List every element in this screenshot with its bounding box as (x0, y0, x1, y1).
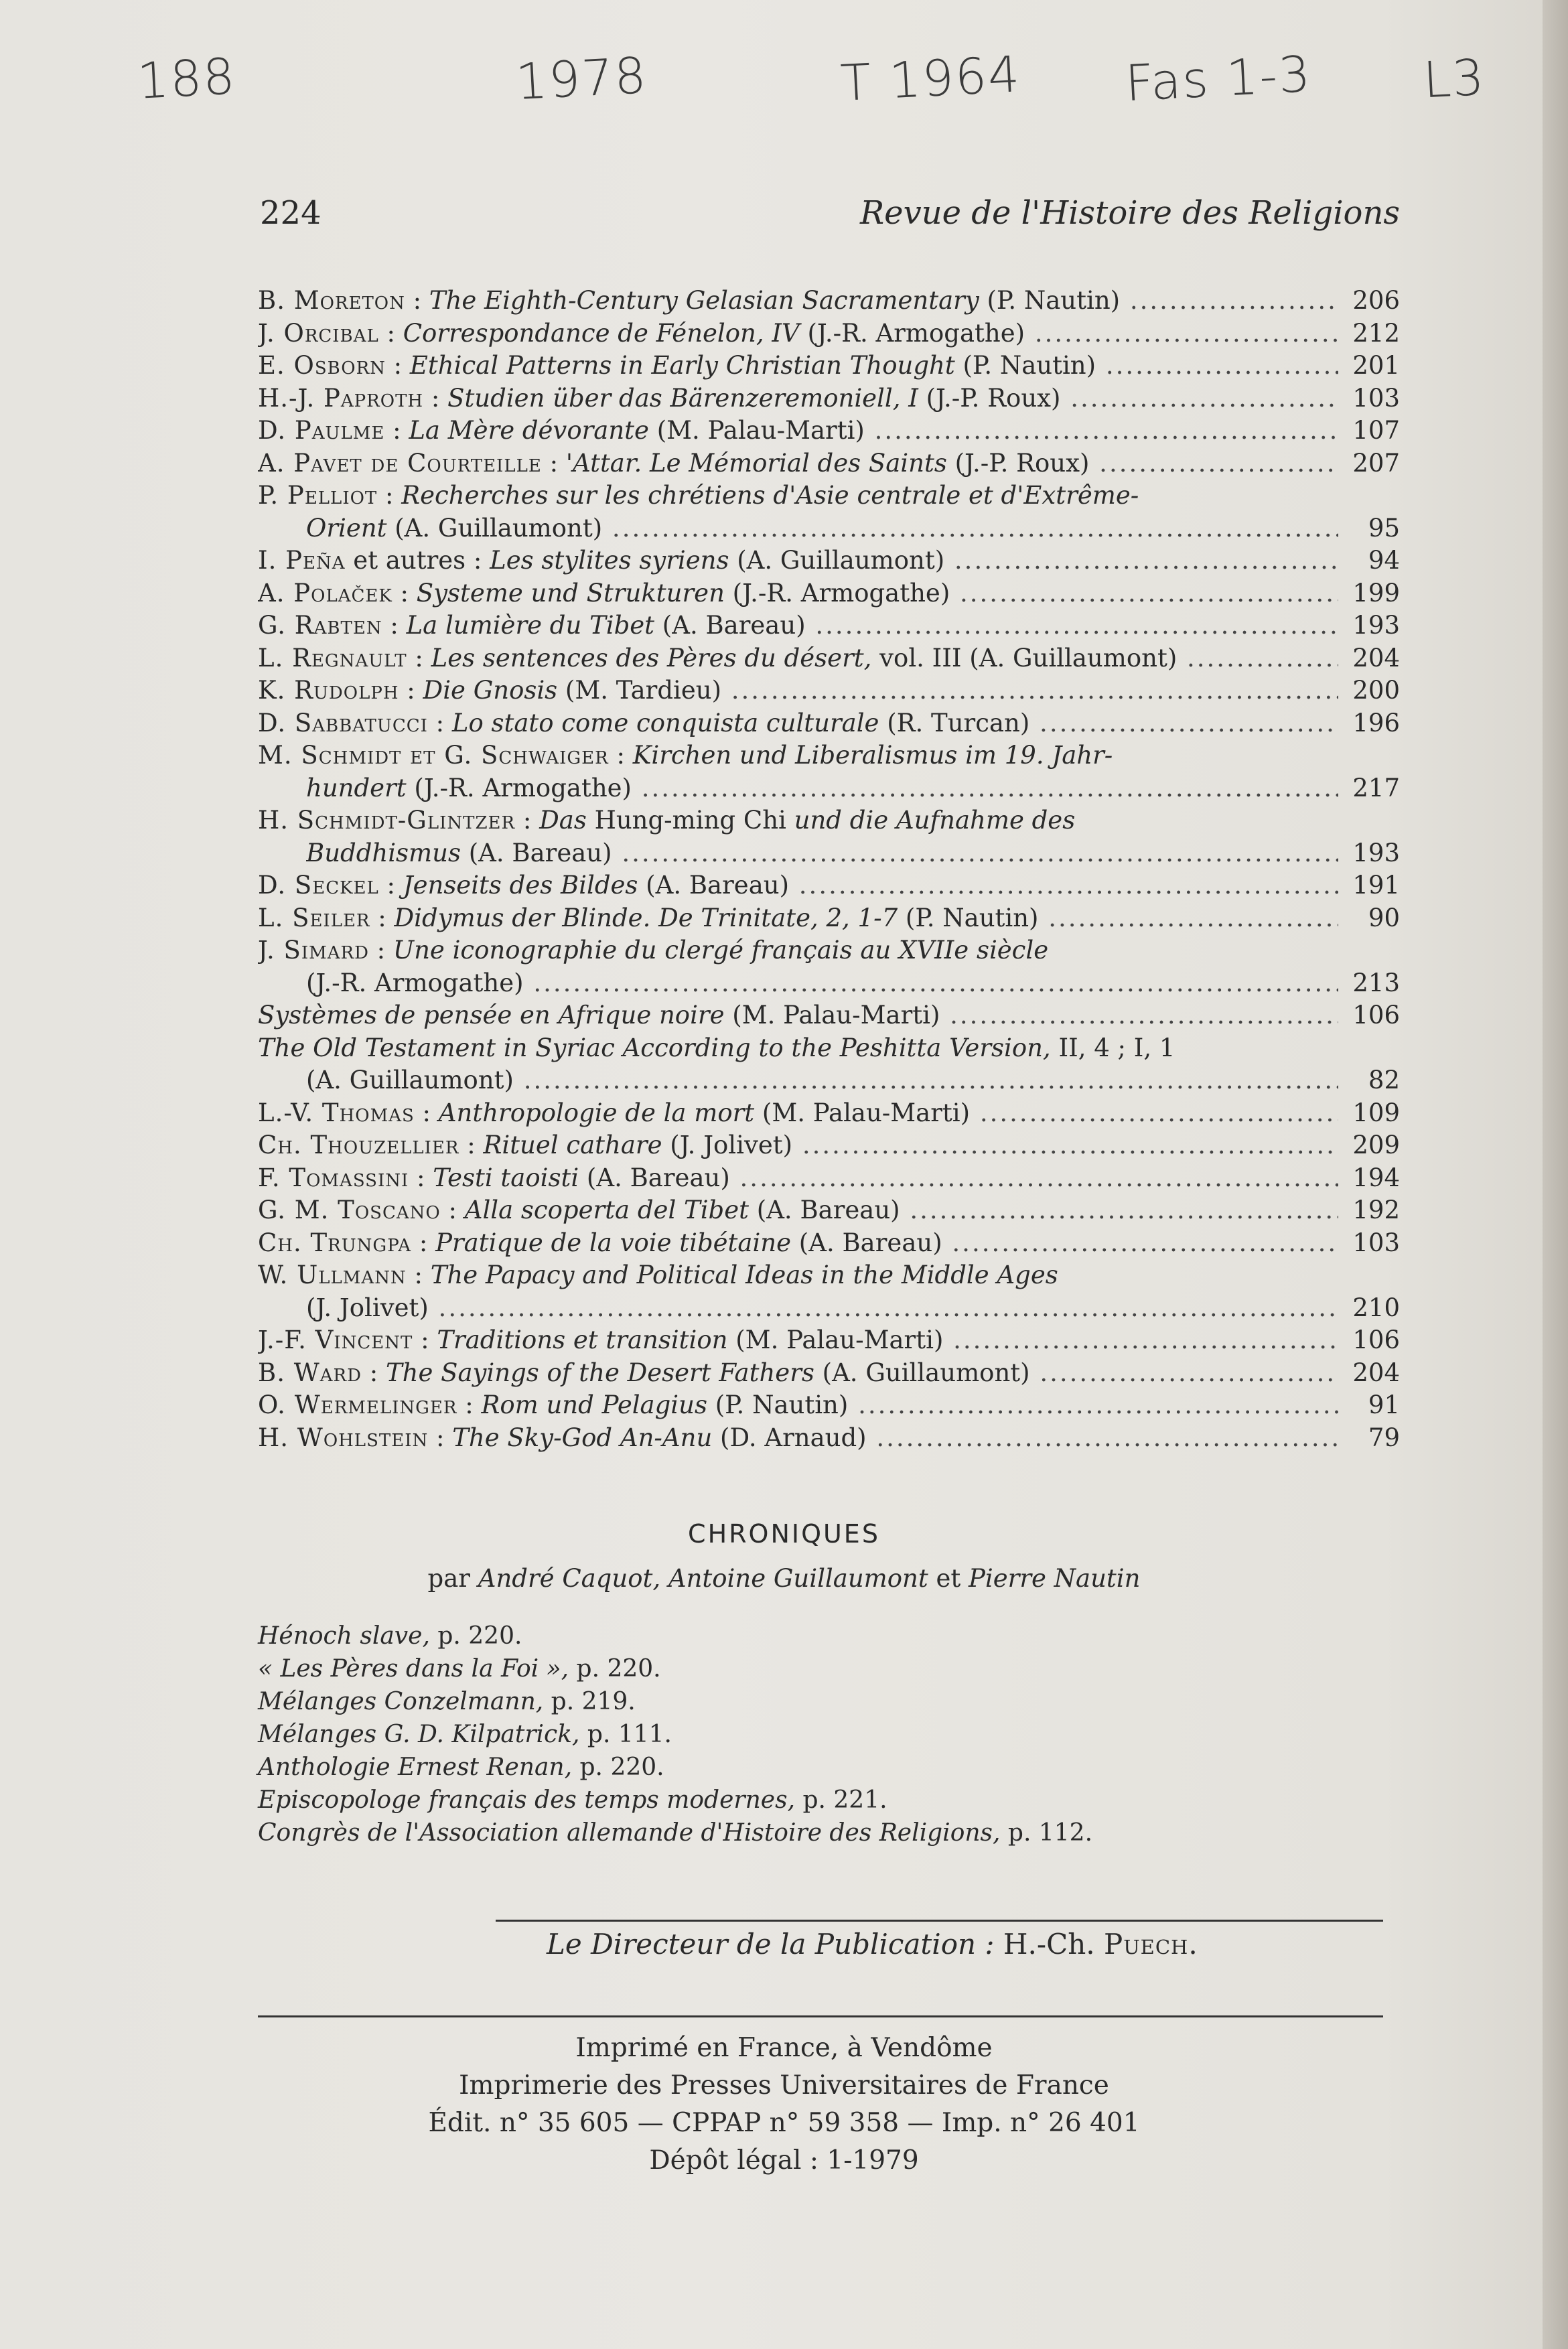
chroniques-heading: CHRONIQUES (688, 1519, 880, 1549)
chronique-item (258, 1784, 1400, 1817)
entry-title: Une iconographie du clergé français au XVIIe siècle (393, 936, 1049, 965)
entry-author: W. Ullmann (258, 1261, 407, 1289)
entry-author: B. Ward (258, 1358, 362, 1387)
entry-author: F. Tomassini (258, 1163, 409, 1192)
entry-text (258, 545, 1338, 577)
entry-author: L. Regnault (258, 643, 407, 672)
entry-separator: : (399, 676, 423, 705)
entry-text (258, 480, 1338, 512)
entry-text (258, 1097, 1338, 1130)
entry-separator: : (368, 936, 393, 965)
entry-title: The Sky-God An-Anu (452, 1423, 713, 1452)
entry-separator: : (392, 578, 417, 608)
entry-page-number: 192 (1352, 1196, 1400, 1224)
imprint-line: Dépôt légal : 1-1979 (649, 2145, 919, 2176)
entry-page-number: 103 (1352, 1228, 1400, 1257)
entry-title: La lumière du Tibet (406, 611, 655, 640)
entry-page-number: 207 (1352, 448, 1400, 478)
entry-author: D. Sabbatucci (258, 708, 428, 737)
handwritten-note: 188 (135, 48, 238, 111)
entry-separator: : (361, 1358, 386, 1387)
entry-title: Rituel cathare (483, 1131, 662, 1159)
entry-reviewer: (J.-R. Armogathe) (724, 578, 950, 608)
entry-page-number: 206 (1352, 286, 1400, 315)
entry-author: A. Polaček (258, 578, 393, 608)
entry-page-number: 194 (1352, 1163, 1400, 1192)
index-entry (258, 447, 1400, 480)
entry-page-number: 209 (1352, 1131, 1400, 1159)
entry-title: Studien über das Bärenzeremoniell, I (447, 383, 918, 413)
entry-text (258, 1389, 1338, 1422)
entry-reviewer: (A. Bareau) (749, 1196, 900, 1224)
entry-title: The Papacy and Political Ideas in the Middle Ages (430, 1261, 1058, 1289)
entry-separator: : (405, 286, 429, 315)
entry-title: Orient (306, 513, 387, 543)
entry-page-number: 200 (1352, 676, 1400, 705)
entry-title: Jenseits des Bildes (403, 871, 638, 900)
entry-page-number: 82 (1368, 1066, 1400, 1094)
chronique-item (258, 1751, 1400, 1784)
imprint-line: Imprimé en France, à Vendôme (575, 2033, 993, 2063)
entry-reviewer: (J. Jolivet) (306, 1293, 429, 1322)
entry-text (258, 1162, 1338, 1195)
divider (496, 1920, 1383, 1922)
imprint-line: Édit. n° 35 605 — CPPAP n° 59 358 — Imp. n° 26 401 (428, 2108, 1140, 2138)
index-entry (258, 674, 1400, 707)
imprint-line: Imprimerie des Presses Universitaires de France (459, 2070, 1109, 2101)
entry-text (258, 1032, 1338, 1065)
entry-separator: : (541, 448, 566, 478)
entry-page-number: 204 (1352, 1358, 1400, 1387)
entry-author: Ch. Trungpa (258, 1228, 412, 1257)
entry-reviewer: (A. Bareau) (791, 1228, 942, 1257)
index-entry-continuation (258, 512, 1400, 545)
entry-title: The Old Testament in Syriac According to the Peshitta Version, (258, 1033, 1051, 1062)
entry-reviewer: (R. Turcan) (879, 708, 1030, 737)
entry-author: H. Schmidt-Glintzer (258, 806, 516, 835)
publication-director (547, 1928, 1198, 1961)
chronique-title: Hénoch slave, (258, 1622, 430, 1650)
entry-separator: : (407, 643, 431, 672)
entry-text (258, 577, 1338, 610)
entry-title: Rom und Pelagius (481, 1391, 707, 1419)
entry-separator: : (370, 903, 395, 932)
review-index-list (258, 285, 1400, 1454)
entry-text (258, 707, 1338, 740)
handwritten-note: T 1964 (839, 46, 1023, 113)
entry-text (258, 1129, 1338, 1162)
index-entry (258, 1194, 1400, 1227)
index-entry (258, 1422, 1400, 1455)
entry-title: The Eighth-Century Gelasian Sacramentary (429, 286, 979, 315)
entry-separator: : (515, 806, 540, 835)
entry-text (258, 642, 1338, 675)
entry-page-number: 94 (1368, 546, 1400, 575)
entry-reviewer: (A. Bareau) (638, 871, 790, 900)
entry-title: Alla scoperta del Tibet (464, 1196, 750, 1224)
handwritten-note: L3 (1421, 48, 1487, 110)
entry-text (258, 934, 1338, 967)
index-entry (258, 1162, 1400, 1195)
index-entry (258, 317, 1400, 350)
byline-names: Pierre Nautin (969, 1564, 1141, 1593)
entry-text (306, 1064, 1338, 1097)
index-entry (258, 415, 1400, 447)
entry-title: Buddhismus (306, 838, 461, 867)
index-entry (258, 1097, 1400, 1130)
entry-page-number: 213 (1352, 968, 1400, 997)
entry-author: Ch. Thouzellier (258, 1131, 459, 1159)
entry-title: La Mère dévorante (409, 416, 649, 445)
entry-title: Les stylites syriens (490, 546, 729, 575)
entry-reviewer: (A. Guillaumont) (814, 1358, 1030, 1387)
entry-separator: : (413, 1326, 437, 1354)
index-entry (258, 739, 1400, 772)
entry-title: Anthropologie de la mort (438, 1098, 755, 1127)
entry-text (258, 1422, 1338, 1455)
entry-page-number: 90 (1368, 903, 1400, 932)
entry-separator: : (459, 1131, 484, 1159)
entry-author: I. Peña (258, 546, 346, 575)
index-entry-continuation (258, 772, 1400, 805)
entry-reviewer: (M. Palau-Marti) (648, 416, 865, 445)
entry-reviewer: (A. Guillaumont) (729, 546, 945, 575)
entry-text (258, 350, 1338, 382)
entry-reviewer: (M. Palau-Marti) (754, 1098, 971, 1127)
entry-separator: : (385, 351, 410, 380)
entry-title: Traditions et transition (437, 1326, 728, 1354)
index-entry (258, 545, 1400, 577)
entry-author: J. Simard (258, 936, 369, 965)
entry-author: G. M. Toscano (258, 1196, 441, 1224)
entry-author: P. Pelliot (258, 481, 378, 510)
entry-separator: : (377, 481, 402, 510)
entry-separator: : (427, 708, 452, 737)
chronique-title: Congrès de l'Association allemande d'Histoire des Religions, (258, 1819, 1001, 1847)
entry-separator: et autres : (345, 546, 490, 575)
index-entry (258, 1357, 1400, 1390)
index-entry (258, 869, 1400, 902)
index-entry (258, 1032, 1400, 1065)
entry-separator: : (384, 416, 409, 445)
entry-author: H.-J. Paproth (258, 383, 424, 413)
entry-reviewer: (P. Nautin) (954, 351, 1096, 380)
director-surname: Puech. (1103, 1928, 1198, 1961)
index-entry (258, 350, 1400, 382)
chronique-title: Anthologie Ernest Renan, (258, 1754, 573, 1781)
entry-reviewer: (A. Guillaumont) (306, 1066, 514, 1094)
entry-separator: : (608, 741, 633, 770)
entry-text (258, 447, 1338, 480)
entry-reviewer: (A. Bareau) (460, 838, 612, 867)
chronique-item (258, 1718, 1400, 1751)
entry-text (258, 285, 1338, 317)
entry-text (306, 512, 1338, 545)
entry-separator: : (378, 871, 403, 900)
entry-author: J. Orcibal (258, 318, 379, 348)
chronique-title: Mélanges G. D. Kilpatrick, (258, 1721, 580, 1748)
entry-reviewer: (A. Bareau) (654, 611, 806, 640)
entry-reviewer: (J. Jolivet) (662, 1131, 793, 1159)
index-entry (258, 285, 1400, 317)
index-entry (258, 480, 1400, 512)
entry-author: A. Pavet de Courteille (258, 448, 542, 478)
index-entry-continuation (258, 1292, 1400, 1325)
entry-extra: Hung-ming Chi (586, 806, 794, 835)
handwritten-note: 1978 (514, 46, 649, 112)
index-entry (258, 804, 1400, 837)
entry-title: Systèmes de pensée en Afrique noire (258, 1001, 725, 1029)
entry-reviewer: (J.-R. Armogathe) (799, 318, 1025, 348)
entry-text (258, 1194, 1338, 1227)
entry-text (258, 415, 1338, 447)
entry-reviewer: (P. Nautin) (898, 903, 1039, 932)
index-entry (258, 902, 1400, 935)
entry-text (258, 804, 1338, 837)
entry-author: O. Wermelinger (258, 1391, 457, 1419)
entry-page-number: 210 (1352, 1293, 1400, 1322)
entry-page-number: 107 (1352, 416, 1400, 445)
entry-title: Ethical Patterns in Early Christian Thought (409, 351, 955, 380)
index-entry (258, 1227, 1400, 1260)
chronique-title: « Les Pères dans la Foi », (258, 1655, 569, 1683)
entry-page-number: 217 (1352, 773, 1400, 802)
entry-author: K. Rudolph (258, 676, 399, 705)
index-entry (258, 1389, 1400, 1422)
entry-page-number: 103 (1352, 383, 1400, 413)
entry-title: Die Gnosis (423, 676, 558, 705)
chronique-page-ref: p. 220. (429, 1622, 522, 1650)
entry-title: Das (539, 806, 587, 835)
chroniques-list (258, 1620, 1400, 1849)
entry-separator: : (411, 1228, 436, 1257)
entry-author: G. Rabten (258, 611, 382, 640)
chroniques-byline (0, 1564, 1568, 1593)
entry-author: D. Seckel (258, 871, 379, 900)
entry-page-number: 201 (1352, 351, 1400, 380)
byline-names: André Caquot, Antoine Guillaumont (478, 1564, 928, 1593)
entry-separator: : (378, 318, 403, 348)
entry-page-number: 109 (1352, 1098, 1400, 1127)
entry-separator: : (406, 1261, 431, 1289)
entry-title: Recherches sur les chrétiens d'Asie centrale et d'Extrême- (401, 481, 1139, 510)
index-entry-continuation (258, 837, 1400, 870)
director-label: Le Directeur de la Publication : (547, 1928, 995, 1961)
chronique-item (258, 1652, 1400, 1685)
entry-reviewer: (J.-R. Armogathe) (306, 968, 524, 997)
page-number: 224 (260, 194, 322, 232)
chronique-page-ref: p. 219. (543, 1688, 636, 1715)
entry-title: Systeme und Strukturen (416, 578, 725, 608)
chronique-title: Episcopologe français des temps modernes, (258, 1786, 796, 1814)
index-entry (258, 707, 1400, 740)
entry-page-number: 95 (1368, 513, 1400, 543)
page-edge-shadow (1543, 0, 1568, 2349)
entry-text (258, 1259, 1338, 1292)
index-entry (258, 1129, 1400, 1162)
entry-separator: : (440, 1196, 465, 1224)
entry-text (306, 837, 1338, 870)
entry-text (258, 382, 1338, 415)
index-entry (258, 1259, 1400, 1292)
entry-author: E. Osborn (258, 351, 386, 380)
entry-text (258, 674, 1338, 707)
running-head (260, 194, 1400, 241)
entry-reviewer: (D. Arnaud) (712, 1423, 867, 1452)
entry-text (258, 1227, 1338, 1260)
index-entry-continuation (258, 1064, 1400, 1097)
entry-page-number: 196 (1352, 708, 1400, 737)
entry-page-number: 106 (1352, 1001, 1400, 1029)
handwritten-note: Fas 1-3 (1123, 45, 1313, 113)
byline-et: et (928, 1564, 969, 1593)
entry-separator: : (409, 1163, 433, 1192)
entry-extra: II, 4 ; I, 1 (1050, 1033, 1175, 1062)
entry-separator: : (423, 383, 448, 413)
entry-text (306, 967, 1338, 1000)
entry-reviewer: (M. Palau-Marti) (727, 1326, 944, 1354)
entry-title: The Sayings of the Desert Fathers (385, 1358, 814, 1387)
entry-reviewer: (M. Tardieu) (557, 676, 722, 705)
entry-title: hundert (306, 773, 407, 802)
entry-page-number: 91 (1368, 1391, 1400, 1419)
entry-author: H. Wohlstein (258, 1423, 429, 1452)
entry-text (306, 1292, 1338, 1325)
chronique-item (258, 1620, 1400, 1652)
entry-text (258, 610, 1338, 642)
entry-title: Kirchen und Liberalismus im 19. Jahr- (632, 741, 1113, 770)
entry-page-number: 212 (1352, 318, 1400, 348)
journal-title: Revue de l'Histoire des Religions (860, 194, 1400, 232)
byline-prefix: par (427, 1564, 478, 1593)
entry-text (258, 869, 1338, 902)
handwritten-annotations (0, 45, 1568, 151)
index-entry (258, 934, 1400, 967)
index-entry-continuation (258, 967, 1400, 1000)
index-entry (258, 999, 1400, 1032)
entry-reviewer: (A. Bareau) (579, 1163, 730, 1192)
index-entry (258, 382, 1400, 415)
entry-page-number: 199 (1352, 578, 1400, 608)
index-entry (258, 610, 1400, 642)
entry-author: L.-V. Thomas (258, 1098, 415, 1127)
entry-title: 'Attar. Le Mémorial des Saints (565, 448, 947, 478)
index-entry (258, 642, 1400, 675)
chronique-title: Mélanges Conzelmann, (258, 1688, 544, 1715)
entry-extra: vol. III (871, 643, 962, 672)
entry-title: und die Aufnahme des (794, 806, 1076, 835)
entry-author: M. Schmidt et G. Schwaiger (258, 741, 609, 770)
entry-page-number: 191 (1352, 871, 1400, 900)
entry-reviewer: (J.-P. Roux) (918, 383, 1061, 413)
entry-title: Correspondance de Fénelon, IV (403, 318, 800, 348)
entry-page-number: 79 (1368, 1423, 1400, 1452)
entry-author: L. Seiler (258, 903, 370, 932)
entry-separator: : (414, 1098, 439, 1127)
entry-reviewer: (P. Nautin) (979, 286, 1121, 315)
entry-text (258, 317, 1338, 350)
entry-text (258, 999, 1338, 1032)
director-initials: H.-Ch. (994, 1928, 1104, 1961)
entry-reviewer: (P. Nautin) (707, 1391, 849, 1419)
entry-title: Testi taoisti (433, 1163, 579, 1192)
entry-author: B. Moreton (258, 286, 405, 315)
entry-reviewer: (A. Guillaumont) (386, 513, 603, 543)
entry-page-number: 193 (1352, 611, 1400, 640)
entry-page-number: 204 (1352, 643, 1400, 672)
entry-text (258, 1357, 1338, 1390)
entry-author: D. Paulme (258, 416, 385, 445)
entry-page-number: 106 (1352, 1326, 1400, 1354)
chronique-page-ref: p. 220. (569, 1655, 661, 1683)
entry-text (306, 772, 1338, 805)
entry-author: J.-F. Vincent (258, 1326, 413, 1354)
imprint-block (0, 2030, 1568, 2180)
chronique-page-ref: p. 112. (1000, 1819, 1093, 1847)
chronique-page-ref: p. 221. (795, 1786, 887, 1814)
index-entry (258, 577, 1400, 610)
entry-separator: : (428, 1423, 453, 1452)
divider (258, 2015, 1383, 2017)
entry-text (258, 902, 1338, 935)
chronique-item (258, 1685, 1400, 1718)
entry-title: Didymus der Blinde. De Trinitate, 2, 1-7 (394, 903, 898, 932)
entry-reviewer: (J.-P. Roux) (946, 448, 1090, 478)
entry-text (258, 739, 1338, 772)
entry-title: Pratique de la voie tibétaine (435, 1228, 792, 1257)
entry-text (258, 1324, 1338, 1357)
entry-title: Lo stato come conquista culturale (451, 708, 879, 737)
entry-page-number: 193 (1352, 838, 1400, 867)
chronique-item (258, 1817, 1400, 1849)
entry-separator: : (457, 1391, 482, 1419)
entry-reviewer: (J.-R. Armogathe) (406, 773, 632, 802)
entry-title: Les sentences des Pères du désert, (431, 643, 872, 672)
chronique-page-ref: p. 111. (579, 1721, 672, 1748)
entry-reviewer: (A. Guillaumont) (961, 643, 1178, 672)
index-entry (258, 1324, 1400, 1357)
chronique-page-ref: p. 220. (572, 1754, 664, 1781)
entry-reviewer: (M. Palau-Marti) (724, 1001, 940, 1029)
entry-separator: : (382, 611, 407, 640)
